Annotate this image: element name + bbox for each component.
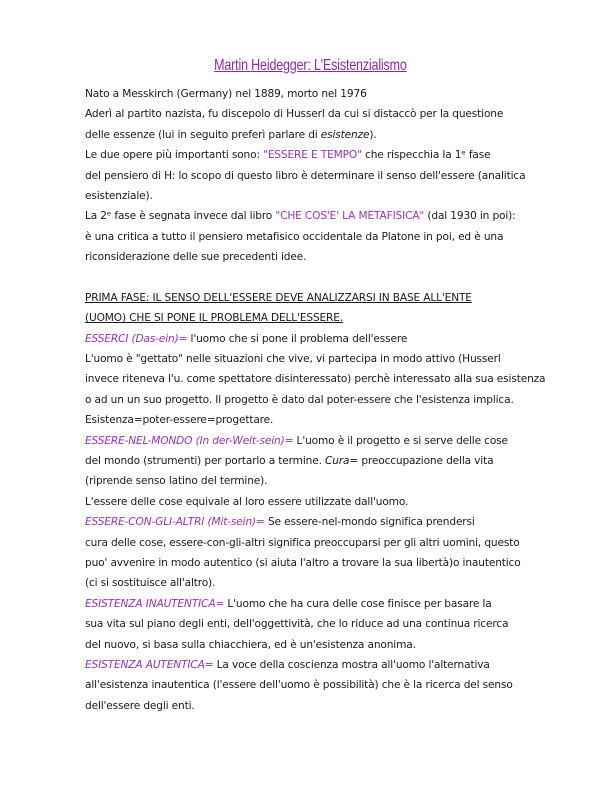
mondo-definition: L'uomo è il progetto e si serve delle cose xyxy=(293,434,508,447)
autentica-text-2: all'esistenza inautentica (l'essere dell'uomo è possibilità) che è la ricerca del senso xyxy=(85,679,513,692)
mondo-text-2a: del mondo (strumenti) per portarlo a termine. xyxy=(85,455,326,468)
section-heading-line-1: PRIMA FASE: IL SENSO DELL'ESSERE DEVE ANALIZZARSI IN BASE ALL'ENTE xyxy=(85,291,472,304)
intro-line-6: esistenziale). xyxy=(85,189,153,202)
book-title-essere-e-tempo: "ESSERE E TEMPO" xyxy=(263,149,362,162)
esserci-definition: l'uomo che si pone il problema dell'essere xyxy=(187,332,408,345)
altri-text-4: (ci si sostituisce all'altro). xyxy=(85,577,216,590)
intro-line-8: è una critica a tutto il pensiero metafisico occidentale da Platone in poi, ed è una xyxy=(85,230,504,243)
mondo-text-2 xyxy=(85,451,545,471)
mondo-text-2b: = preoccupazione della vita xyxy=(349,455,494,468)
esserci-text-1: L'uomo è "gettato" nelle situazioni che vive, vi partecipa in modo attivo (Husserl xyxy=(85,353,501,366)
altri-text-2: cura delle cose, essere-con-gli-altri significa preoccuparsi per gli altri uomini, questo xyxy=(85,536,520,549)
inautentica-definition: L'uomo che ha cura delle cose finisce per basare la xyxy=(224,597,492,610)
mondo-text-3: (riprende senso latino del termine). xyxy=(85,475,268,488)
document-title: Martin Heidegger: L'Esistenzialismo xyxy=(214,57,407,74)
intro-line-7b: (dal 1930 in poi): xyxy=(424,210,516,223)
intro-line-7a: La 2ᵉ fase è segnata invece dal libro xyxy=(85,210,276,223)
intro-line-4a: Le due opere più importanti sono: xyxy=(85,149,264,162)
intro-line-1: Nato a Messkirch (Germany) nel 1889, morto nel 1976 xyxy=(85,88,367,100)
intro-line-4 xyxy=(85,145,545,165)
intro-line-3b: ). xyxy=(369,128,377,141)
mondo-text-4: L'essere delle cose equivale al loro essere utilizzate dall'uomo. xyxy=(85,495,409,508)
paragraph-gap xyxy=(85,268,545,288)
autentica-text-3: dell'essere degli enti. xyxy=(85,699,195,712)
autentica-term: ESISTENZA AUTENTICA= xyxy=(85,658,214,671)
altri-definition: Se essere-nel-mondo significa prendersi xyxy=(264,516,475,529)
inautentica-text-3: del nuovo, si basa sulla chiacchiera, ed è un'esistenza anonima. xyxy=(85,638,416,651)
book-title-metafisica: "CHE COS'E' LA METAFISICA" xyxy=(275,210,425,223)
esserci-text-3: o ad un un suo progetto. Il progetto è dato dal poter-essere che l'esistenza implica. xyxy=(85,393,514,406)
section-heading-line-2: (UOMO) CHE SI PONE IL PROBLEMA DELL'ESSERE. xyxy=(85,312,344,325)
inautentica-line xyxy=(85,594,545,614)
intro-line-9: riconsiderazione delle sue precedenti idee. xyxy=(85,251,307,264)
intro-line-4b: che rispecchia la 1ᵉ fase xyxy=(361,149,491,162)
altri-term: ESSERE-CON-GLI-ALTRI (Mit-sein)= xyxy=(85,516,265,529)
altri-text-3: puo' avvenire in modo autentico (si aiuta l'altro a trovare la sua libertà)o inautentico xyxy=(85,556,521,569)
intro-line-3 xyxy=(85,125,545,145)
esserci-text-2: invece riteneva l'u. come spettatore disinteressato) perchè interessato alla sua esistenza xyxy=(85,373,546,386)
autentica-definition: La voce della coscienza mostra all'uomo l'alternativa xyxy=(213,658,490,671)
esserci-text-4: Esistenza=poter-essere=progettare. xyxy=(85,414,274,427)
inautentica-term: ESISTENZA INAUTENTICA= xyxy=(85,597,225,610)
intro-line-3a: delle essenze (lui in seguito preferì parlare di xyxy=(85,128,321,141)
inautentica-text-2: sua vita sul piano degli enti, dell'oggettività, che lo riduce ad una continua ricerca xyxy=(85,618,509,631)
cura-emphasis: Cura xyxy=(325,455,350,468)
esistenze-emphasis: esistenze xyxy=(320,128,370,141)
intro-line-2: Aderì al partito nazista, fu discepolo di Husserl da cui si distaccò per la questione xyxy=(85,108,504,121)
esserci-line xyxy=(85,329,545,349)
autentica-line xyxy=(85,655,545,675)
document-body xyxy=(85,84,545,716)
intro-line-5: del pensiero di H: lo scopo di questo libro è determinare il senso dell'essere (analitica xyxy=(85,169,526,182)
intro-line-7 xyxy=(85,206,545,226)
mondo-term: ESSERE-NEL-MONDO (In der-Welt-sein)= xyxy=(85,434,294,447)
mondo-line xyxy=(85,431,545,451)
altri-line xyxy=(85,512,545,532)
esserci-term: ESSERCI (Das-ein)= xyxy=(85,332,188,345)
